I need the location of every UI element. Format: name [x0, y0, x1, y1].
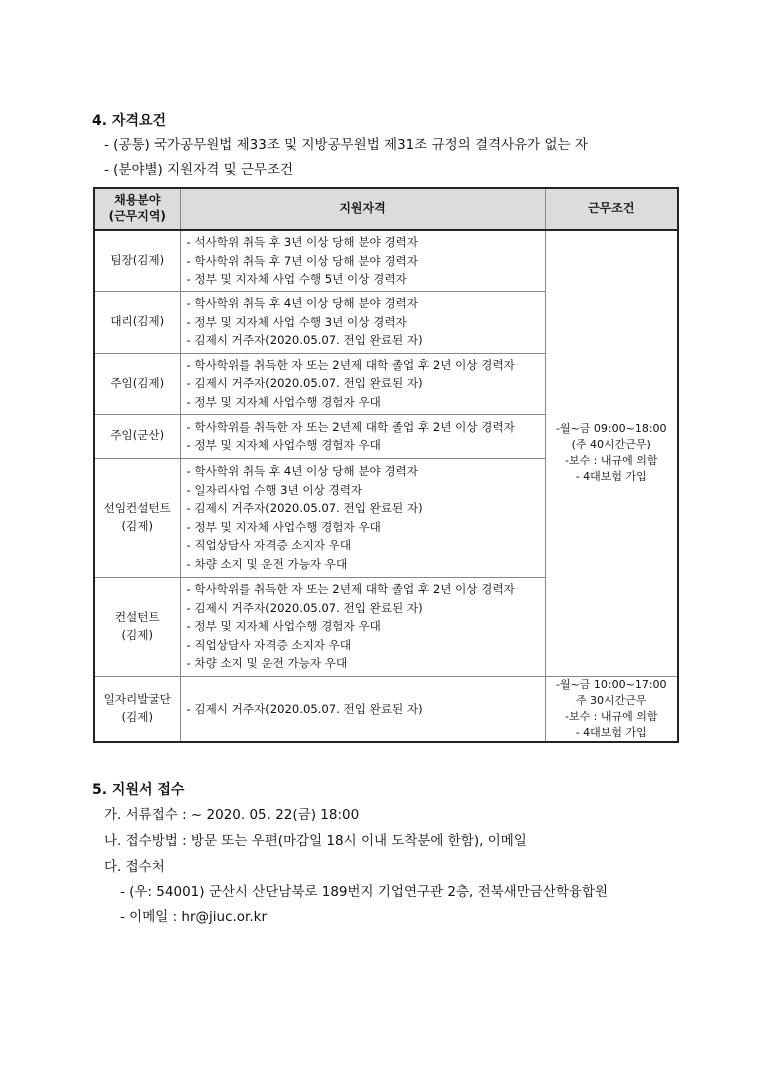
qualification-item: - 차량 소지 및 운전 가능자 우대 [187, 555, 539, 574]
condition-pay: -보수 : 내규에 의함 [564, 454, 658, 468]
field-name: 선임컨설턴트 [103, 501, 171, 516]
submission-method: 나. 접수방법 : 방문 또는 우편(마감일 18시 이내 도착분에 한함), 이메일 [104, 833, 527, 849]
qualification-cell [180, 577, 545, 676]
qualification-item: - 정부 및 지자체 사업수행 경험자 우대 [187, 518, 539, 537]
qualification-item: - 학사학위를 취득한 자 또는 2년제 대학 졸업 후 2년 이상 경력자 [187, 580, 539, 599]
condition-hours: -월~금 09:00~18:00 [555, 422, 667, 436]
header-qualification: 지원자격 [180, 188, 545, 230]
qualification-item: - 학사학위를 취득한 자 또는 2년제 대학 졸업 후 2년 이상 경력자 [187, 418, 539, 437]
field-name: 일자리발굴단 [103, 692, 171, 707]
field-cell [94, 353, 180, 414]
header-work-condition: 근무조건 [545, 188, 678, 230]
qualification-item: - 정부 및 지자체 사업수행 경험자 우대 [187, 617, 539, 636]
field-cell [94, 230, 180, 291]
work-condition-cell [545, 230, 678, 676]
condition-insurance: - 4대보험 가입 [575, 470, 647, 484]
field-region: (김제) [121, 518, 153, 533]
qualification-cell [180, 291, 545, 353]
field-cell [94, 291, 180, 353]
qualification-item: - 차량 소지 및 운전 가능자 우대 [187, 654, 539, 673]
field-cell [94, 458, 180, 577]
qualification-item: - 김제시 거주자(2020.05.07. 전입 완료된 자) [187, 599, 539, 618]
qualification-item: - 정부 및 지자체 사업수행 경험자 우대 [187, 436, 539, 455]
qualification-item: - 정부 및 지자체 사업 수행 5년 이상 경력자 [187, 270, 539, 289]
field-region: (김제) [121, 709, 153, 724]
field-region: (김제) [121, 627, 153, 642]
submission-period: 가. 서류접수 : ~ 2020. 05. 22(금) 18:00 [104, 807, 360, 823]
common-requirement-text: - (공통) 국가공무원법 제33조 및 지방공무원법 제31조 규정의 결격사유가 없는 자 [104, 137, 588, 153]
field-requirement-text: - (분야별) 지원자격 및 근무조건 [104, 162, 294, 178]
field-cell [94, 676, 180, 742]
field-name: 대리(김제) [110, 314, 165, 329]
condition-insurance: - 4대보험 가입 [575, 725, 647, 739]
qualification-cell [180, 676, 545, 742]
qualification-item: - 정부 및 지자체 사업 수행 3년 이상 경력자 [187, 313, 539, 332]
section-4-title: 4. 자격요건 [92, 113, 167, 129]
qualification-cell [180, 458, 545, 577]
field-cell [94, 414, 180, 458]
qualification-item: - 학사학위 취득 후 7년 이상 당해 분야 경력자 [187, 252, 539, 271]
work-condition-cell [545, 676, 678, 742]
header-field-label: 채용분야 [114, 193, 161, 208]
qualification-item: - 학사학위 취득 후 4년 이상 당해 분야 경력자 [187, 462, 539, 481]
qualification-item: - 김제시 거주자(2020.05.07. 전입 완료된 자) [187, 331, 539, 350]
qualification-item: - 정부 및 지자체 사업수행 경험자 우대 [187, 393, 539, 412]
requirements-table [93, 187, 679, 743]
condition-hours: -월~금 10:00~17:00 [555, 677, 667, 691]
qualification-cell [180, 353, 545, 414]
qualification-item: - 일자리사업 수행 3년 이상 경력자 [187, 481, 539, 500]
table-row [94, 676, 678, 742]
submission-place-label: 다. 접수처 [104, 859, 165, 875]
qualification-item: - 김제시 거주자(2020.05.07. 전입 완료된 자) [187, 700, 539, 719]
field-cell [94, 577, 180, 676]
qualification-cell [180, 414, 545, 458]
qualification-item: - 직업상담사 자격증 소지자 우대 [187, 536, 539, 555]
qualification-item: - 학사학위를 취득한 자 또는 2년제 대학 졸업 후 2년 이상 경력자 [187, 356, 539, 375]
header-field-sublabel: (근무지역) [108, 209, 166, 223]
qualification-item: - 김제시 거주자(2020.05.07. 전입 완료된 자) [187, 374, 539, 393]
submission-address: - (우: 54001) 군산시 산단남북로 189번지 기업연구관 2층, 전북새만금산학융합원 [120, 884, 608, 900]
table-header-row [94, 188, 678, 230]
field-name: 컨설턴트 [114, 610, 160, 625]
condition-pay: -보수 : 내규에 의함 [564, 709, 658, 723]
table-row [94, 230, 678, 291]
condition-weekly-hours: (주 40시간근무) [571, 438, 651, 452]
qualification-item: - 직업상담사 자격증 소지자 우대 [187, 636, 539, 655]
qualification-item: - 학사학위 취득 후 4년 이상 당해 분야 경력자 [187, 294, 539, 313]
condition-weekly-hours: 주 30시간근무 [575, 693, 647, 707]
qualification-item: - 김제시 거주자(2020.05.07. 전입 완료된 자) [187, 499, 539, 518]
qualification-item: - 석사학위 취득 후 3년 이상 당해 분야 경력자 [187, 233, 539, 252]
section-5-title: 5. 지원서 접수 [92, 782, 185, 798]
header-field [94, 188, 180, 230]
submission-email: - 이메일 : hr@jiuc.or.kr [120, 909, 268, 925]
field-name: 주임(군산) [110, 428, 165, 443]
field-name: 주임(김제) [110, 375, 165, 390]
qualification-cell [180, 230, 545, 291]
field-name: 팀장(김제) [110, 253, 165, 268]
